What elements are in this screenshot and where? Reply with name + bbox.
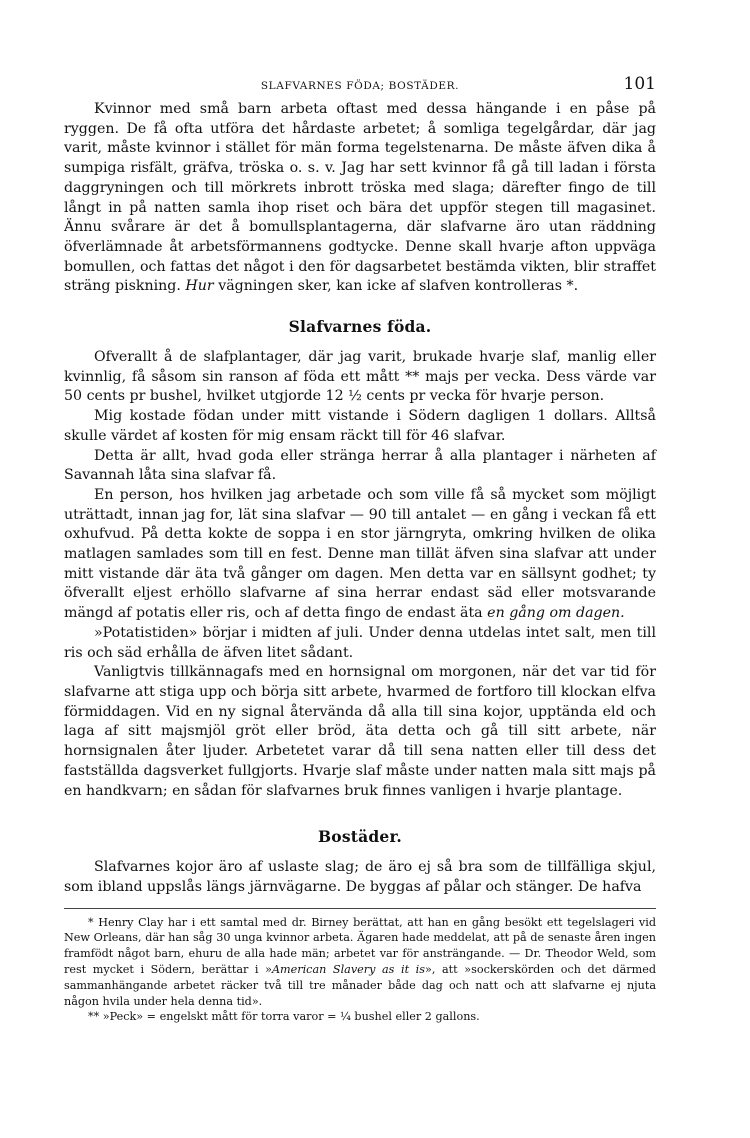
housing-paragraph-1: Slafvarnes kojor äro af uslaste slag; de äro ej så bra som de tillfälliga skjul, som ibland uppslås längs järnvägarne. De byggas af pålar och stänger. De hafva <box>64 859 656 895</box>
food-paragraph-4-emphasis: en gång om dagen. <box>487 605 625 622</box>
page-header <box>64 72 656 100</box>
page-number: 101 <box>623 74 656 94</box>
section-heading-housing: Bostäder. <box>317 827 402 847</box>
food-paragraph-6: Vanligtvis tillkännagafs med en hornsignal om morgonen, när det var tid för slafvarne att stiga upp och börja sitt arbete, hvarmed de fortforo till klockan elfva förmiddagen. Vid en ny signal återvända då alla till sina kojor, upptända eld och laga af sitt majsmjöl gröt eller bröd, äta detta och gå till sitt arbete, när hornsignalen åter ljuder. Arbetetet varar då till sena natten eller till dess det fastställda dagsverket fullgjorts. Hvarje slaf måste under natten mala sitt majs på en handkvarn; en sådan för slafvarnes bruk finnes vanligen i hvarje plantage. <box>64 664 656 799</box>
intro-text-b: vägningen sker, kan icke af slafven kontrolleras *. <box>218 278 579 295</box>
food-paragraph-1: Ofverallt å de slafplantager, där jag varit, brukade hvarje slaf, manlig eller kvinnlig, få såsom sin ranson af föda ett mått ** majs per vecka. Dess värde var 50 cents pr bushel, hvilket utgjorde 12 ½ cents pr vecka för hvarje person. <box>64 349 656 405</box>
running-head: SLAFVARNES FÖDA; BOSTÄDER. <box>260 80 460 92</box>
food-paragraph-4-text: En person, hos hvilken jag arbetade och som ville få så mycket som möjligt uträttadt, innan jag for, lät sina slafvar — 90 till antalet — en gång i veckan få ett oxhufvud. På detta kokte de soppa i en stor järngryta, omkring hvilken de olika matlagen samlades som till en fest. Denne man tillät äfven sina slafvar att under mitt vistande där äta två gånger om dagen. Men detta var en sällsynt godhet; ty öfverallt eljest erhöllo slafvarne af sina herrar endast säd eller motsvarande mängd af potatis eller ris, och af detta fingo de endast äta <box>64 486 656 622</box>
intro-emphasis: Hur <box>185 278 214 295</box>
intro-text-a: Kvinnor med små barn arbeta oftast med dessa hängande i en påse på ryggen. De få ofta utföra det hårdaste arbetet; å somliga tegelgårdar, där jag varit, måste kvinnor i stället för män forma tegelstenarna. De måste äfven dika å sumpiga risfält, gräfva, tröska o. s. v. Jag har sett kvinnor få gå till ladan i första daggryningen och till mörkrets inbrott tröska med slaga; därefter fingo de till långt in på natten samla ihop riset och bära det uppför stegen till magasinet. Ännu svårare är det å bomullsplantagerna, där slafvarne äro utan räddning öfverlämnade åt arbetsförmannens godtycke. Denne skall hvarje afton uppväga bomullen, och fattas det något i den för dagsarbetet bestämda vikten, blir straffet sträng piskning. <box>64 101 656 295</box>
food-paragraph-3: Detta är allt, hvad goda eller stränga herrar å alla plantager i närheten af Savannah låta sina slafvar få. <box>64 447 656 484</box>
footnote-1-text-b: », att »sockerskörden och det därmed sammanhängande arbetet räcker två till tre månader både dag och natt och att slafvarne ej njuta någon hvila under hela denna tid». <box>64 963 656 1008</box>
food-paragraph-5: »Potatistiden» börjar i midten af juli. Under denna utdelas intet salt, men till ris och säd erhålla de äfven litet sådant. <box>64 624 656 661</box>
footnote-1-text-a: * Henry Clay har i ett samtal med dr. Birney berättat, att han en gång besökt ett tegelslageri vid New Orleans, där han såg 30 unga kvinnor arbeta. Ägaren hade meddelat, att på de senaste åren ingen framfödt något barn, ehuru de alla hade män; arbetet var för ansträngande. — Dr. Theodor Weld, som rest mycket i Södern, berättar i » <box>64 915 656 976</box>
footnote-1-emphasis: American Slavery as it is <box>271 963 425 976</box>
footnote-1 <box>64 915 656 1010</box>
section-heading-food: Slafvarnes föda. <box>288 317 432 337</box>
footnote-2: ** »Peck» = engelskt mått för torra varor = ¼ bushel eller 2 gallons. <box>88 1010 480 1024</box>
food-paragraph-4 <box>64 486 656 624</box>
book-page <box>64 72 656 1025</box>
intro-paragraph <box>64 100 656 297</box>
footnote-divider <box>64 908 656 909</box>
food-paragraph-2: Mig kostade födan under mitt vistande i Södern dagligen 1 dollars. Alltså skulle värdet af kosten för mig ensam räckt till för 46 slafvar. <box>64 408 656 444</box>
